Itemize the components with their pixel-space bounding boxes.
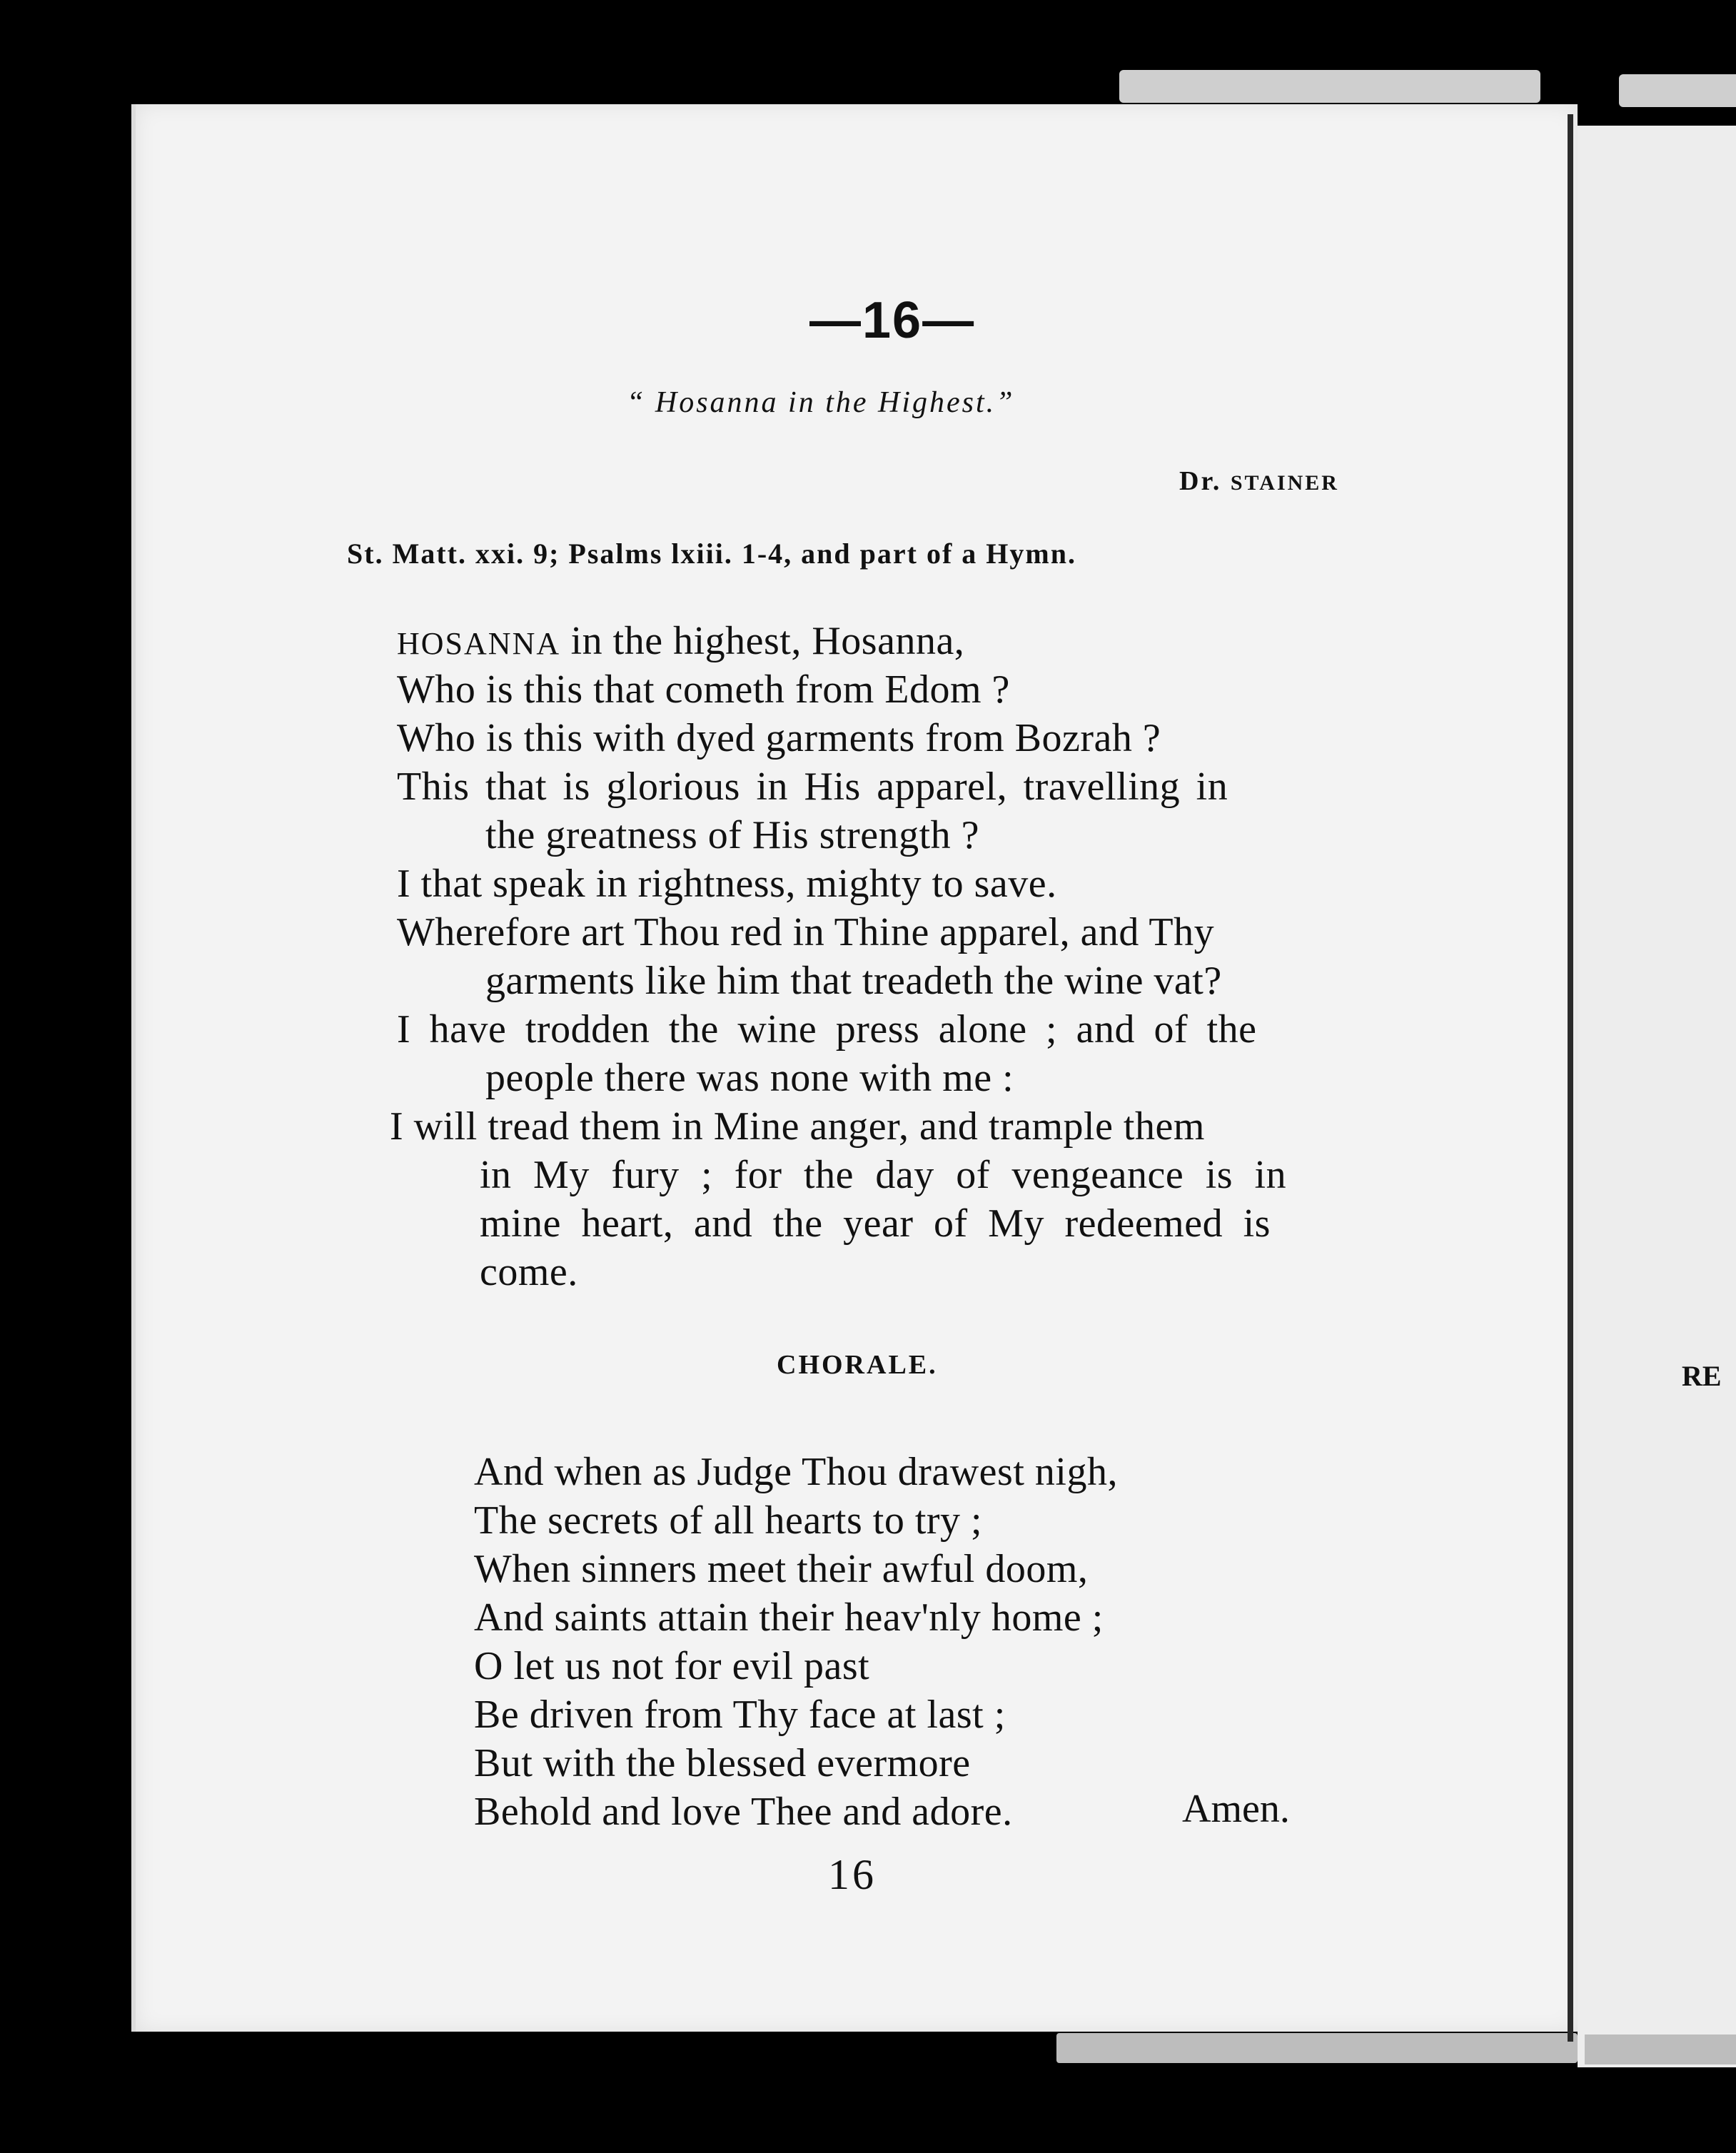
chorale-line: The secrets of all hearts to try ; [474,1498,983,1543]
anthem-line-indented: come. [480,1250,578,1294]
anthem-line-indented: the greatness of His strength ? [485,813,979,857]
anthem-line: HOSANNA in the highest, Hosanna, [397,619,965,663]
anthem-first-word: HOSANNA [397,626,561,661]
scripture-reference: St. Matt. xxi. 9; Psalms lxiii. 1-4, and part of a Hymn. [347,538,1076,570]
anthem-line: I that speak in rightness, mighty to save. [397,862,1057,906]
page-heading: —16— [809,292,976,349]
chorale-line: O let us not for evil past [474,1644,870,1688]
page-number: 16 [828,1851,877,1898]
anthem-line-indented: mine heart, and the year of My redeemed is [480,1201,1271,1246]
anthem-line: I have trodden the wine press alone ; and of the [397,1007,1257,1052]
chorale-line: And saints attain their heav'nly home ; [474,1595,1104,1640]
composer-prefix: Dr. [1179,466,1231,496]
chorale-line: Be driven from Thy face at last ; [474,1693,1006,1737]
anthem-line-indented: people there was none with me : [485,1056,1014,1100]
bottom-edge-strip [1056,2033,1578,2063]
anthem-line-indented: in My fury ; for the day of vengeance is in [480,1153,1287,1197]
anthem-line: I will tread them in Mine anger, and trample them [390,1104,1205,1149]
chorale-line: And when as Judge Thou drawest nigh, [474,1450,1118,1494]
anthem-title: “ Hosanna in the Highest.” [627,386,1015,419]
top-edge-strip [1119,70,1540,103]
page-gutter [1568,114,1573,2042]
composer-credit [1179,465,1339,497]
chorale-line: But with the blessed evermore [474,1741,971,1785]
adjacent-page [1578,126,1736,2067]
top-edge-strip-right [1619,74,1736,107]
anthem-line-indented: garments like him that treadeth the wine vat? [485,959,1222,1003]
anthem-line: This that is glorious in His apparel, travelling in [397,765,1228,809]
chorale-line: When sinners meet their awful doom, [474,1547,1089,1591]
adjacent-page-fragment: RE [1682,1360,1722,1392]
anthem-line: Who is this that cometh from Edom ? [397,667,1010,712]
amen: Amen. [1182,1787,1290,1831]
composer-name: STAINER [1230,471,1339,495]
chorale-heading: CHORALE. [777,1350,938,1380]
chorale-line: Behold and love Thee and adore. [474,1790,1013,1834]
anthem-line: Who is this with dyed garments from Bozrah ? [397,716,1161,760]
anthem-line: Wherefore art Thou red in Thine apparel, and Thy [397,910,1215,954]
bottom-edge-strip-right [1585,2034,1736,2064]
